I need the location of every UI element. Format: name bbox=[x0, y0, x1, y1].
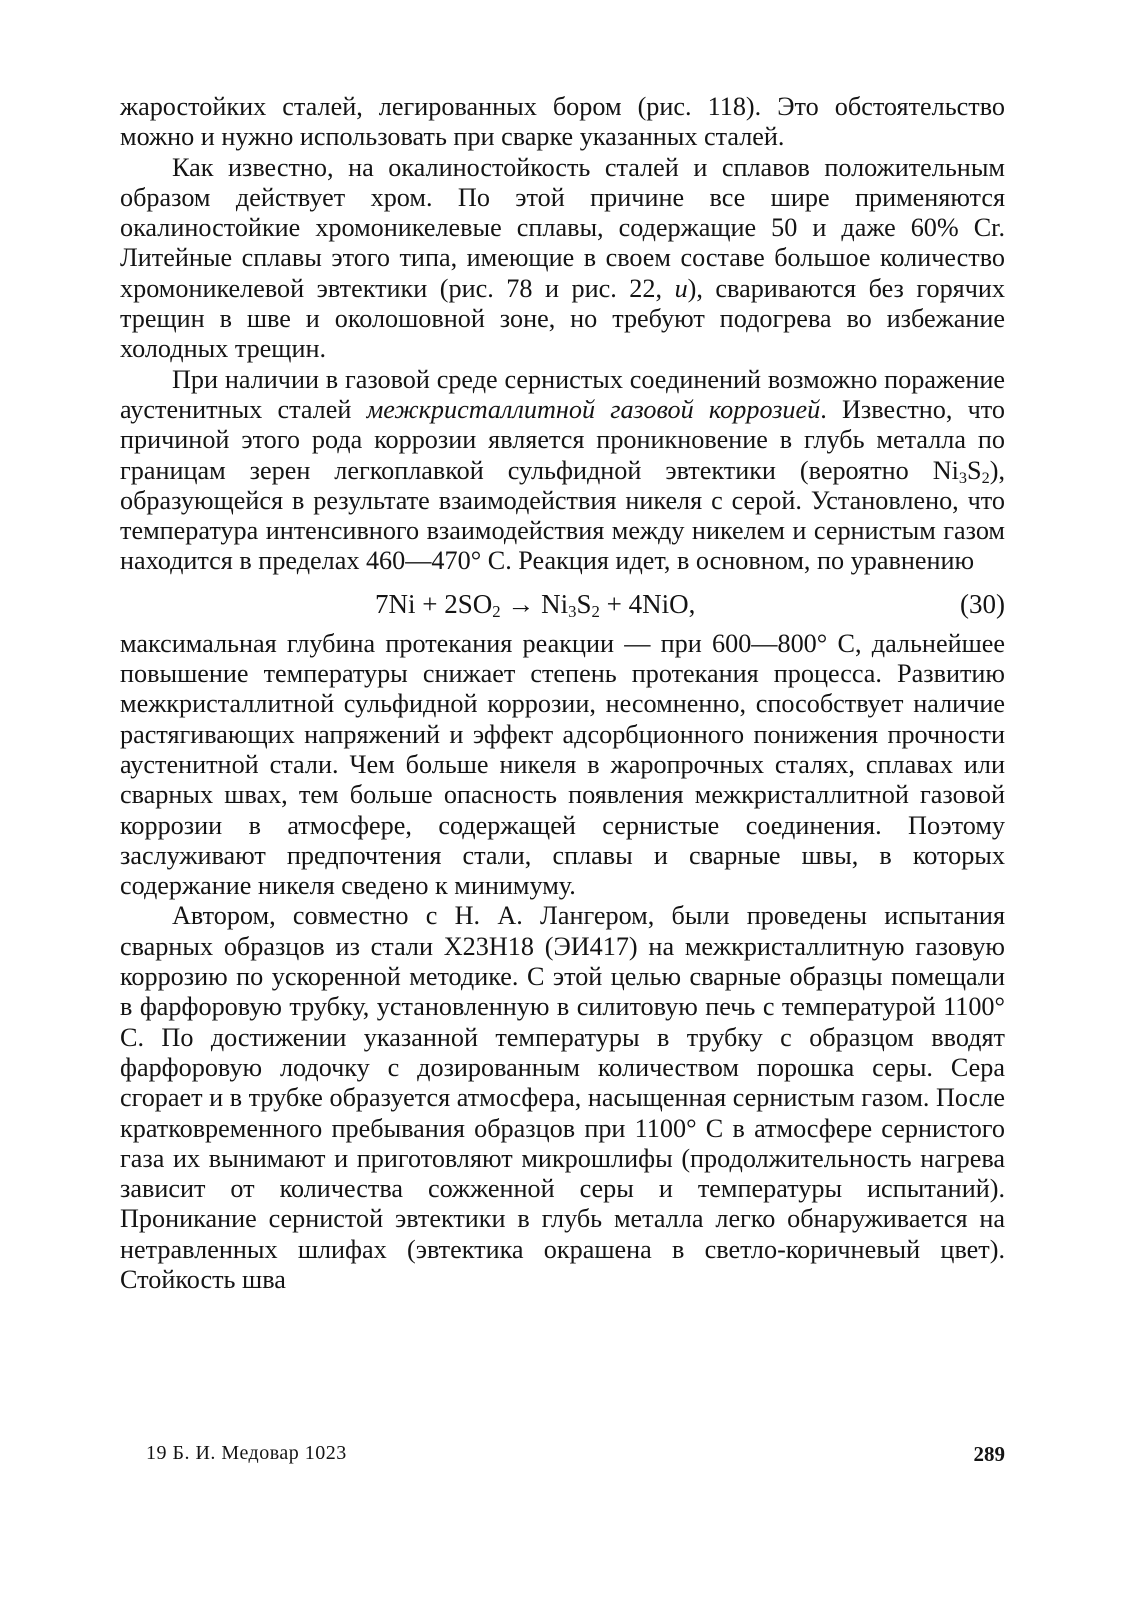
text-run: ), образующейся в результате взаимодействия никеля с серой. Установлено, что температура интенсивного взаимодействия между никелем и сернистым газом находится в пределах 460—470° С. Реакция идет, в основном, по уравнению bbox=[120, 455, 1005, 576]
paragraph bbox=[120, 365, 1005, 577]
text-run: максимальная глубина протекания реакции — при 600—800° С, дальнейшее повышение температуры снижает степень протекания процесса. Развитию межкристаллитной сульфидной коррозии, несомненно, способствует наличие растягивающих напряжений и эффект адсорбционного понижения прочности аустенитной стали. Чем больше никеля в жаропрочных сталях, сплавах или сварных швах, тем больше опасность появления межкристаллитной газовой коррозии в атмосфере, содержащей сернистые соединения. Поэтому заслуживают предпочтения стали, сплавы и сварные швы, в которых содержание никеля сведено к минимуму. bbox=[120, 628, 1005, 901]
subscript: 2 bbox=[591, 601, 600, 621]
subscript: 2 bbox=[981, 468, 990, 487]
text-run: 7Ni + 2SO bbox=[375, 588, 493, 619]
page-footer bbox=[120, 1442, 1005, 1476]
text-run: . Известно, что причиной этого рода коррозии является проникновение в глубь металла по границам зерен легкоплавкой сульфидной эвтектики (вероятно Ni bbox=[120, 394, 1005, 485]
printer-signature: 19 Б. И. Медовар 1023 bbox=[146, 1442, 347, 1464]
equation-formula bbox=[375, 579, 695, 629]
text-run: → Ni bbox=[500, 588, 569, 619]
paragraph bbox=[120, 629, 1005, 902]
paragraph bbox=[120, 92, 1005, 153]
text-run: При наличии в газовой среде сернистых соединений возможно поражение аустенитных сталей bbox=[120, 364, 1005, 424]
subscript: 3 bbox=[568, 601, 577, 621]
equation-30 bbox=[120, 579, 1005, 629]
paragraph bbox=[120, 901, 1005, 1295]
page-number: 289 bbox=[973, 1442, 1005, 1466]
text-run: Как известно, на окалиностойкость сталей и сплавов положительным образом действует хром. По этой причине все шире применяются окалиностойкие хромоникелевые сплавы, содержащие 50 и даже 60% Cr. Литейные сплавы этого типа, имеющие в своем составе большое количество хромоникелевой эвтектики (рис. 78 и рис. 22, bbox=[120, 152, 1005, 303]
italic-text: межкристаллитной газовой коррозией bbox=[366, 394, 821, 424]
subscript: 3 bbox=[958, 468, 968, 487]
text-run: S bbox=[576, 588, 592, 619]
subscript: 2 bbox=[492, 601, 501, 621]
text-run: ), свариваются без горячих трещин в шве и околошовной зоне, но требуют подогрева во избежание холодных трещин. bbox=[120, 273, 1005, 364]
equation-number: (30) bbox=[960, 588, 1005, 619]
text-run: + 4NiO, bbox=[599, 588, 696, 619]
text-run: жаростойких сталей, легированных бором (рис. 118). Это обстоятельство можно и нужно использовать при сварке указанных сталей. bbox=[120, 92, 1005, 152]
text-run: Автором, совместно с Н. А. Лангером, были проведены испытания сварных образцов из стали Х23Н18 (ЭИ417) на межкристаллитную газовую коррозию по ускоренной методике. С этой целью сварные образцы помещали в фарфоровую трубку, установленную в силитовую печь с температурой 1100° С. По достижении указанной температуры в трубку с образцом вводят фарфоровую лодочку с дозированным количеством порошка серы. Сера сгорает и в трубке образуется атмосфера, насыщенная сернистым газом. После кратковременного пребывания образцов при 1100° С в атмосфере сернистого газа их вынимают и приготовляют микрошлифы (продолжительность нагрева зависит от количества сожженной серы и температуры испытаний). Проникание сернистой эвтектики в глубь металла легко обнаруживается на нетравленных шлифах (эвтектика окрашена в светло-коричневый цвет). Стойкость шва bbox=[120, 901, 1005, 1294]
text-run: S bbox=[967, 455, 982, 485]
page-body bbox=[120, 92, 1005, 1295]
paragraph bbox=[120, 153, 1005, 365]
italic-text: и bbox=[674, 273, 688, 303]
